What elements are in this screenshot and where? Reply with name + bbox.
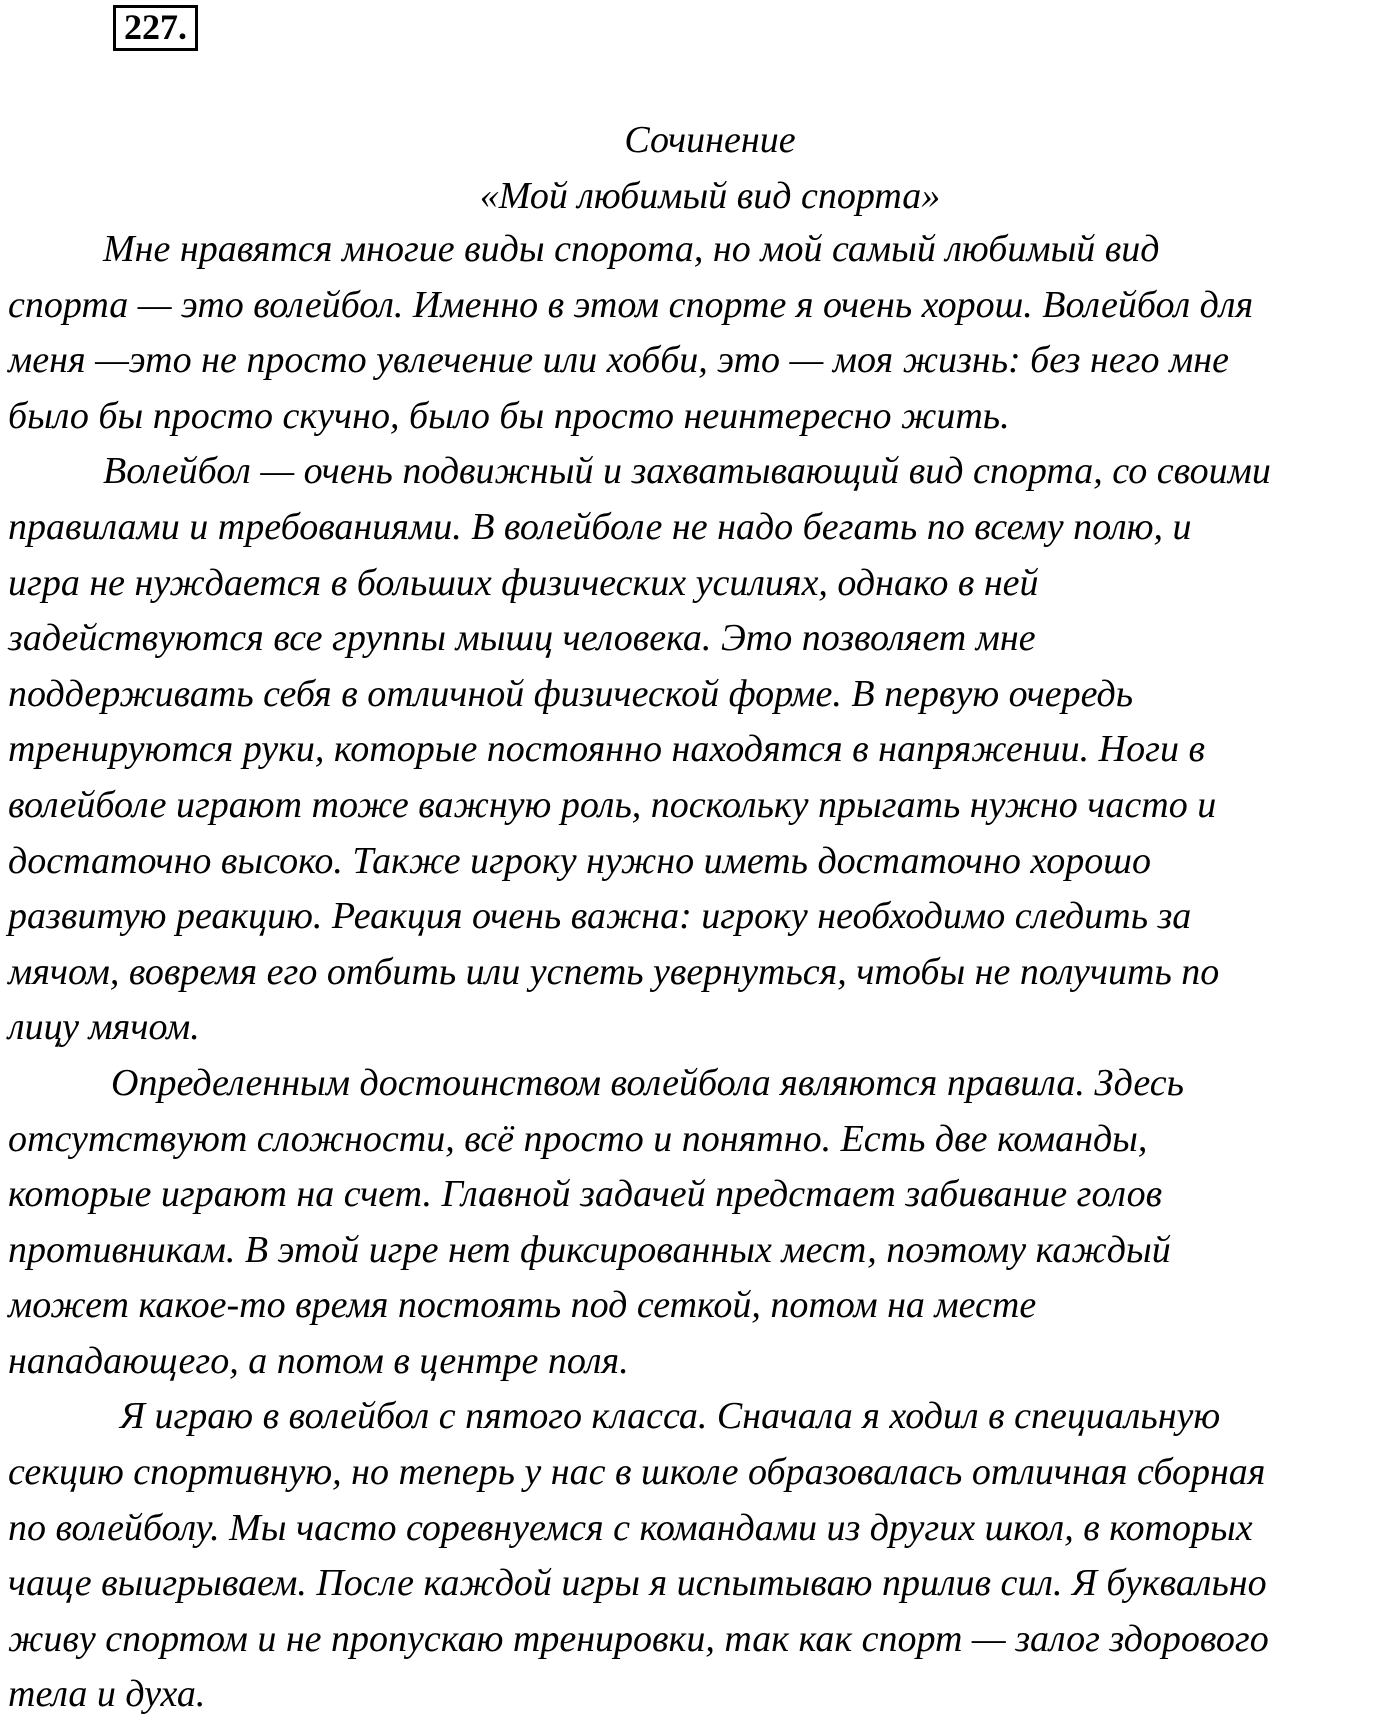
essay-heading: Сочинение [624, 119, 796, 161]
paragraph-2-line-6: тренируются руки, которые постоянно находятся в напряжении. Ноги в [8, 728, 1205, 771]
paragraph-2-line-4: задействуются все группы мышц человека. Это позволяет мне [8, 617, 1036, 660]
paragraph-1-line-1: Мне нравятся многие виды спорота, но мой самый любимый вид [103, 228, 1160, 270]
paragraph-2-line-2: правилами и требованиями. В волейболе не надо бегать по всему полю, и [8, 505, 1192, 548]
paragraph-3-line-2: отсутствуют сложности, всё просто и понятно. Есть две команды, [8, 1117, 1148, 1160]
paragraph-4-line-5: живу спортом и не пропускаю тренировки, так как спорт — залог здорового [8, 1617, 1269, 1660]
paragraph-4-line-2: секцию спортивную, но теперь у нас в школе образовалась отличная сборная [8, 1451, 1266, 1494]
paragraph-1-line-4: было бы просто скучно, было бы просто неинтересно жить. [8, 394, 1010, 437]
paragraph-3-line-4: противникам. В этой игре нет фиксированных мест, поэтому каждый [8, 1228, 1171, 1271]
paragraph-3-line-3: которые играют на счет. Главной задачей предстает забивание голов [8, 1173, 1163, 1216]
paragraph-2-line-3: игра не нуждается в больших физических усилиях, однако в ней [8, 561, 1039, 604]
paragraph-2-line-8: достаточно высоко. Также игроку нужно иметь достаточно хорошо [8, 839, 1151, 882]
paragraph-1-line-3: меня —это не просто увлечение или хобби, это — моя жизнь: без него мне [8, 339, 1229, 382]
paragraph-2-line-9: развитую реакцию. Реакция очень важна: игроку необходимо следить за [8, 895, 1192, 938]
paragraph-4-line-1: Я играю в волейбол с пятого класса. Сначала я ходил в специальную [120, 1395, 1221, 1438]
paragraph-3-line-6: нападающего, а потом в центре поля. [8, 1339, 629, 1382]
essay-title: «Мой любимый вид спорта» [479, 175, 941, 217]
paragraph-2-line-1: Волейбол — очень подвижный и захватывающий вид спорта, со своими [103, 450, 1271, 493]
paragraph-4-line-3: по волейболу. Мы часто соревнуемся с командами из других школ, в которых [8, 1506, 1253, 1549]
paragraph-4-line-6: тела и духа. [8, 1673, 206, 1716]
paragraph-2-line-5: поддерживать себя в отличной физической форме. В первую очередь [8, 672, 1134, 715]
exercise-number: 227. [113, 5, 198, 51]
paragraph-2-line-11: лицу мячом. [8, 1006, 200, 1049]
paragraph-1-line-2: спорта — это волейбол. Именно в этом спорте я очень хорош. Волейбол для [8, 283, 1254, 326]
paragraph-3-line-5: может какое-то время постоять под сеткой, потом на месте [8, 1284, 1037, 1327]
paragraph-4-line-4: чаще выигрываем. После каждой игры я испытываю прилив сил. Я буквально [8, 1562, 1267, 1605]
paragraph-2-line-10: мячом, вовремя его отбить или успеть увернуться, чтобы не получить по [8, 950, 1220, 993]
paragraph-2-line-7: волейболе играют тоже важную роль, поскольку прыгать нужно часто и [8, 783, 1217, 826]
essay-body [8, 222, 1400, 1723]
paragraph-3-line-1: Определенным достоинством волейбола являются правила. Здесь [111, 1061, 1184, 1104]
